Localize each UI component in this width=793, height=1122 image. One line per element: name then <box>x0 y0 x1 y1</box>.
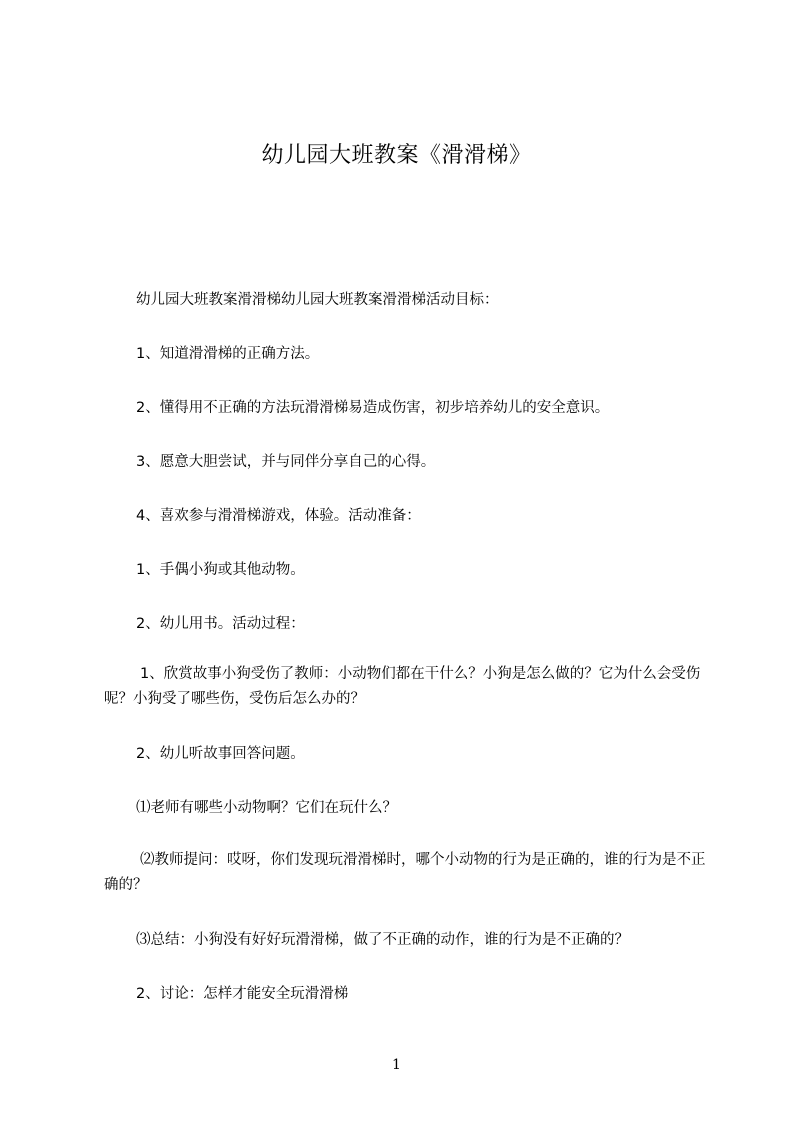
paragraph-goal-1: 1、知道滑滑梯的正确方法。 <box>136 346 320 362</box>
paragraph-intro: 幼儿园大班教案滑滑梯幼儿园大班教案滑滑梯活动目标： <box>136 292 499 308</box>
paragraph-question-2: ⑵教师提问：哎呀，你们发现玩滑滑梯时，哪个小动物的行为是正确的，谁的行为是不正确的？ <box>104 852 706 893</box>
paragraph-process-1: 1、欣赏故事小狗受伤了教师：小动物们都在干什么？小狗是怎么做的？它为什么会受伤呢？小狗受了哪些伤，受伤后怎么办的？ <box>104 666 701 707</box>
paragraph-discussion: 2、讨论：怎样才能安全玩滑滑梯 <box>136 986 349 1002</box>
page-number: 1 <box>392 1057 401 1073</box>
paragraph-process-2: 2、幼儿听故事回答问题。 <box>136 746 305 762</box>
paragraph-goal-3: 3、愿意大胆尝试，并与同伴分享自己的心得。 <box>136 454 436 470</box>
paragraph-prep-2: 2、幼儿用书。活动过程： <box>136 616 305 632</box>
paragraph-prep-1: 1、手偶小狗或其他动物。 <box>136 562 305 578</box>
document-title: 幼儿园大班教案《滑滑梯》 <box>261 143 532 168</box>
paragraph-summary: ⑶总结：小狗没有好好玩滑滑梯，做了不正确的动作，谁的行为是不正确的？ <box>136 932 629 948</box>
paragraph-goal-2: 2、懂得用不正确的方法玩滑滑梯易造成伤害，初步培养幼儿的安全意识。 <box>136 400 610 416</box>
paragraph-goal-4: 4、喜欢参与滑滑梯游戏，体验。活动准备： <box>136 508 421 524</box>
paragraph-question-1: ⑴老师有哪些小动物啊？它们在玩什么？ <box>136 800 397 816</box>
